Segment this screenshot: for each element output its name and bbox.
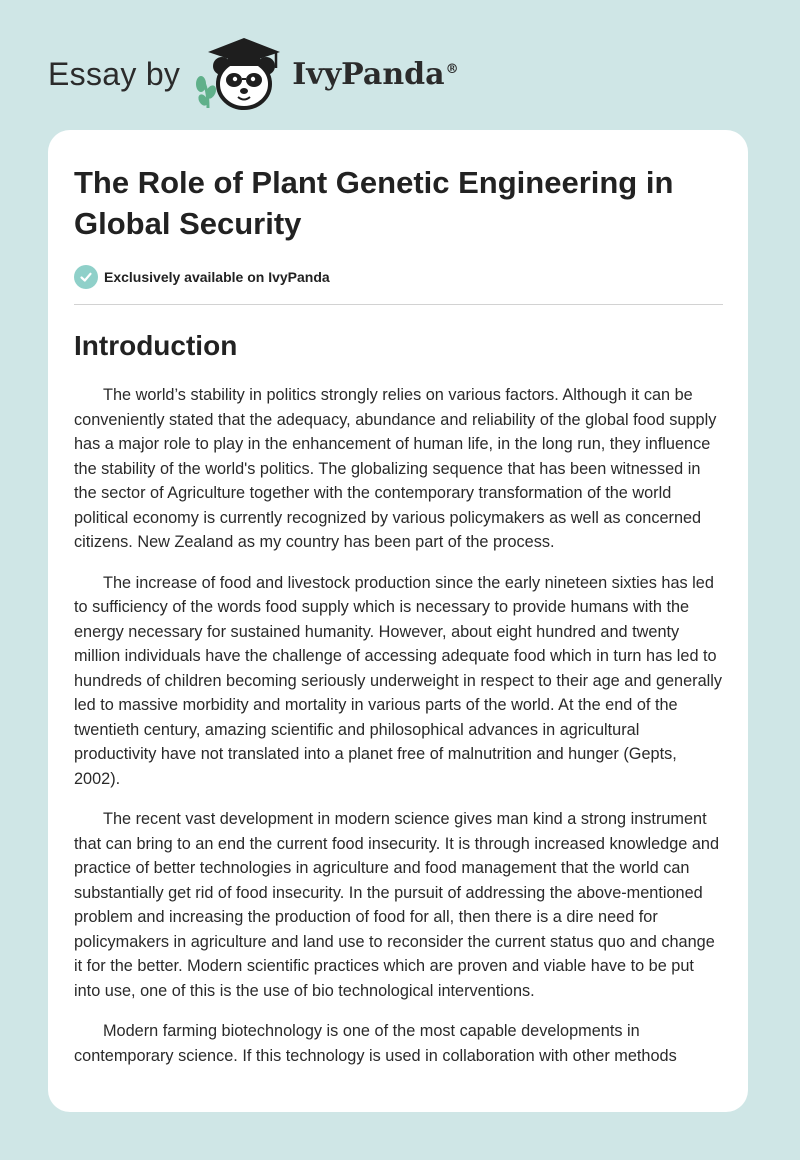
paragraph: The recent vast development in modern science gives man kind a strong instrument that can bring to an end the current food insecurity. It is through increased knowledge and practice of better technologies in agriculture and food management that the world can substantially get rid of food insecurity. In the pursuit of addressing the above-mentioned problem and increasing the production of food for all, then there is a dire need for policymakers in agriculture and land use to reconsider the current status quo and change it for the better. Modern scientific practices which are proven and viable have to be put into use, one of this is the use of bio technological interventions. (74, 810, 720, 1000)
brand-name[interactable]: IvyPanda® (292, 56, 459, 92)
essay-card (48, 130, 748, 1112)
site-header (48, 34, 459, 114)
brand-prefix: Essay by (48, 55, 181, 92)
exclusive-badge (74, 264, 724, 290)
paragraph: Modern farming biotechnology is one of the most capable developments in contemporary science. If this technology is used in collaboration with other methods (74, 1022, 677, 1065)
badge-label: Exclusively available on IvyPanda (104, 269, 330, 285)
essay-body (74, 383, 724, 1068)
essay-title: The Role of Plant Genetic Engineering in Global Security (74, 165, 674, 241)
paragraph: The increase of food and livestock production since the early nineteen sixties has led to sufficiency of the words food supply which is necessary to provide humans with the energy necessary for sustained humanity. However, about eight hundred and twenty million individuals have the challenge of accessing adequate food which in turn has led to hundreds of children becoming seriously underweight in respect to their age and generally led to massive morbidity and mortality in various parts of the world. At the end of the twentieth century, amazing scientific and philosophical advances in agricultural productivity have not translated into a planet free of malnutrition and hunger (Gepts, 2002). (74, 573, 723, 788)
check-circle-icon (74, 265, 98, 289)
essay-content (74, 162, 724, 1084)
divider (74, 304, 723, 305)
paragraph: The world’s stability in politics strongly relies on various factors. Although it can be conveniently stated that the adequacy, abundance and reliability of the global food supply has a major role to play in the enhancement of human life, in the long run, they influence the stability of the world's politics. The globalizing sequence that has been witnessed in the sector of Agriculture together with the contemporary transformation of the world political economy is currently recognized by various policymakers as well as concerned citizens. New Zealand as my country has been part of the process. (74, 386, 717, 551)
registered-mark: ® (445, 61, 459, 77)
section-heading: Introduction (74, 330, 238, 361)
panda-logo-icon[interactable] (194, 34, 286, 114)
